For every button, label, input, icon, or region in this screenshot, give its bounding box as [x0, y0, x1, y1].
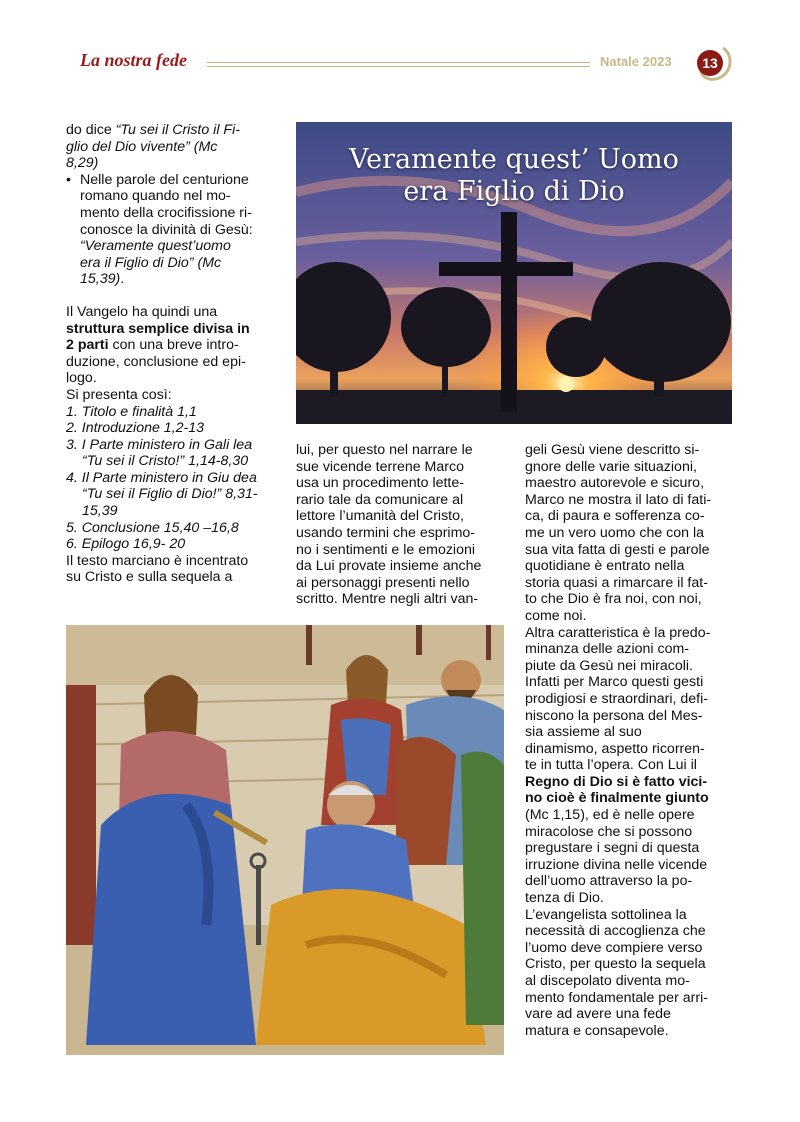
bullet-dot: • — [66, 171, 71, 188]
text-line: come noi. — [525, 607, 587, 624]
text-line: sue vicende terrene Marco — [296, 458, 464, 475]
text-line: miracolose che si possono — [525, 823, 693, 840]
text-line: dinamismo, aspetto ricorren- — [525, 740, 705, 757]
text-line: to che Dio è fra noi, con noi, — [525, 591, 702, 608]
text-line: L’evangelista sottolinea la — [525, 906, 687, 923]
bold-text: 2 parti — [66, 337, 109, 354]
text-line: Nelle parole del centurione — [80, 171, 249, 188]
page-number: 13 — [697, 50, 723, 76]
text-line: lui, per questo nel narrare le — [296, 442, 473, 458]
text-line: mento fondamentale per arri- — [525, 989, 708, 1006]
quote: “Veramente quest’uomo — [80, 238, 231, 255]
header-rule — [207, 62, 590, 63]
caption-line: Veramente quest’ Uomo — [349, 144, 679, 175]
text-line: Cristo, per questo la sequela — [525, 956, 706, 973]
text-line: me un vero uomo che con la — [525, 524, 705, 541]
section-title: La nostra fede — [80, 50, 187, 70]
text-line: storia quasi a rimarcare il fat- — [525, 574, 708, 591]
outline-list — [66, 404, 274, 553]
text-line: sia assieme al suo — [525, 724, 642, 741]
text-line: quotidiane è entrato nella — [525, 558, 685, 575]
text-line: irruzione divina nelle vicende — [525, 856, 708, 873]
bullet-item — [66, 172, 274, 288]
text-line: piute da Gesù nei miracoli. — [525, 657, 693, 674]
list-item: 5. Conclusione 15,40 –16,8 — [66, 519, 239, 536]
list-item: 6. Epilogo 16,9- 20 — [66, 536, 186, 553]
text-line: al discepolato diventa mo- — [525, 973, 690, 989]
text-line: usando termini che esprimo- — [296, 524, 475, 541]
text-line: Il testo marciano è incentrato — [66, 552, 249, 569]
issue-label: Natale 2023 — [600, 54, 672, 69]
quote: 8,29) — [66, 155, 99, 172]
text-line: Infatti per Marco questi gesti — [525, 674, 704, 691]
text-line: Il Vangelo ha quindi una — [66, 303, 218, 320]
text-line: Altra caratteristica è la predo- — [525, 624, 711, 641]
text-line: logo. — [66, 370, 97, 387]
list-item: 1. Titolo e finalità 1,1 — [66, 403, 197, 420]
text-line: matura e consapevole. — [525, 1022, 669, 1039]
image-caption — [296, 144, 732, 208]
quote: 15,39) — [80, 271, 121, 288]
text-line: prodigiosi e straordinari, defi- — [525, 690, 708, 707]
text-line: l’uomo deve compiere verso — [525, 939, 703, 956]
text-line: lettore l’umanità del Cristo, — [296, 508, 464, 525]
list-item: 3. I Parte ministero in Gali lea “Tu sei il Cristo!” 1,14-8,30 — [66, 436, 253, 470]
text-line: usa un procedimento lette- — [296, 475, 464, 492]
list-item: 4. Il Parte ministero in Giu dea “Tu sei il Figlio di Dio!” 8,31-15,39 — [66, 469, 258, 520]
text-line: dell’uomo attraverso la po- — [525, 873, 693, 890]
cross-sunset-image — [296, 122, 732, 424]
bold-text: Regno di Dio si è fatto vici- — [525, 773, 708, 790]
text-line: Marco ne mostra il lato di fati- — [525, 491, 712, 508]
text-line: no i sentimenti e le emozioni — [296, 541, 476, 558]
text-line: niscono la persona del Mes- — [525, 707, 703, 724]
quote: “Tu sei il Cristo il Fi- — [115, 122, 240, 138]
text-line: rario tale da comunicare al — [296, 491, 464, 508]
text-line: duzione, conclusione ed epi- — [66, 353, 246, 370]
text-line: geli Gesù viene descritto si- — [525, 442, 700, 458]
header-rule — [207, 66, 590, 67]
text-line: (Mc 1,15), ed è nelle opere — [525, 807, 695, 824]
text-line: gnore delle varie situazioni, — [525, 458, 697, 475]
text-line: ai personaggi presenti nello — [296, 574, 470, 591]
text-line: su Cristo e sulla sequela a — [66, 569, 233, 586]
column-3 — [525, 442, 733, 1039]
text-line: da Lui provate insieme anche — [296, 558, 482, 575]
text-line: Si presenta così: — [66, 386, 172, 403]
text: con una breve intro- — [112, 337, 239, 354]
text-line: necessità di accoglienza che — [525, 923, 706, 940]
keys-painting-image — [66, 625, 504, 1055]
text-line: pregustare i segni di questa — [525, 840, 700, 857]
text-line: vare ad avere una fede — [525, 1006, 671, 1023]
text-line: sua vita fatta di gesti e parole — [525, 541, 710, 558]
bold-text: struttura semplice divisa in — [66, 320, 250, 337]
quote: era il Figlio di Dio” (Mc — [80, 254, 222, 271]
text: . — [120, 271, 125, 288]
column-1 — [66, 122, 274, 586]
quote: glio del Dio vivente” (Mc — [66, 138, 218, 155]
text-line: te in tutta l’opera. Con Lui il — [525, 757, 697, 774]
text-line: ca, di paura e sofferenza co- — [525, 508, 705, 525]
bold-text: no cioè è finalmente giunto — [525, 790, 709, 807]
list-item: 2. Introduzione 1,2-13 — [66, 420, 205, 437]
text-line: maestro autorevole e sicuro, — [525, 475, 705, 492]
caption-line: era Figlio di Dio — [403, 176, 625, 207]
text-line: scritto. Mentre negli altri van- — [296, 591, 479, 608]
text: do dice — [66, 122, 112, 138]
text-line: tenza di Dio. — [525, 890, 604, 907]
column-2 — [296, 442, 504, 608]
text-line: conosce la divinità di Gesù: — [80, 221, 253, 238]
text-line: romano quando nel mo- — [80, 188, 231, 205]
text-line: minanza delle azioni com- — [525, 641, 690, 658]
text-line: mento della crocifissione ri- — [80, 204, 252, 221]
